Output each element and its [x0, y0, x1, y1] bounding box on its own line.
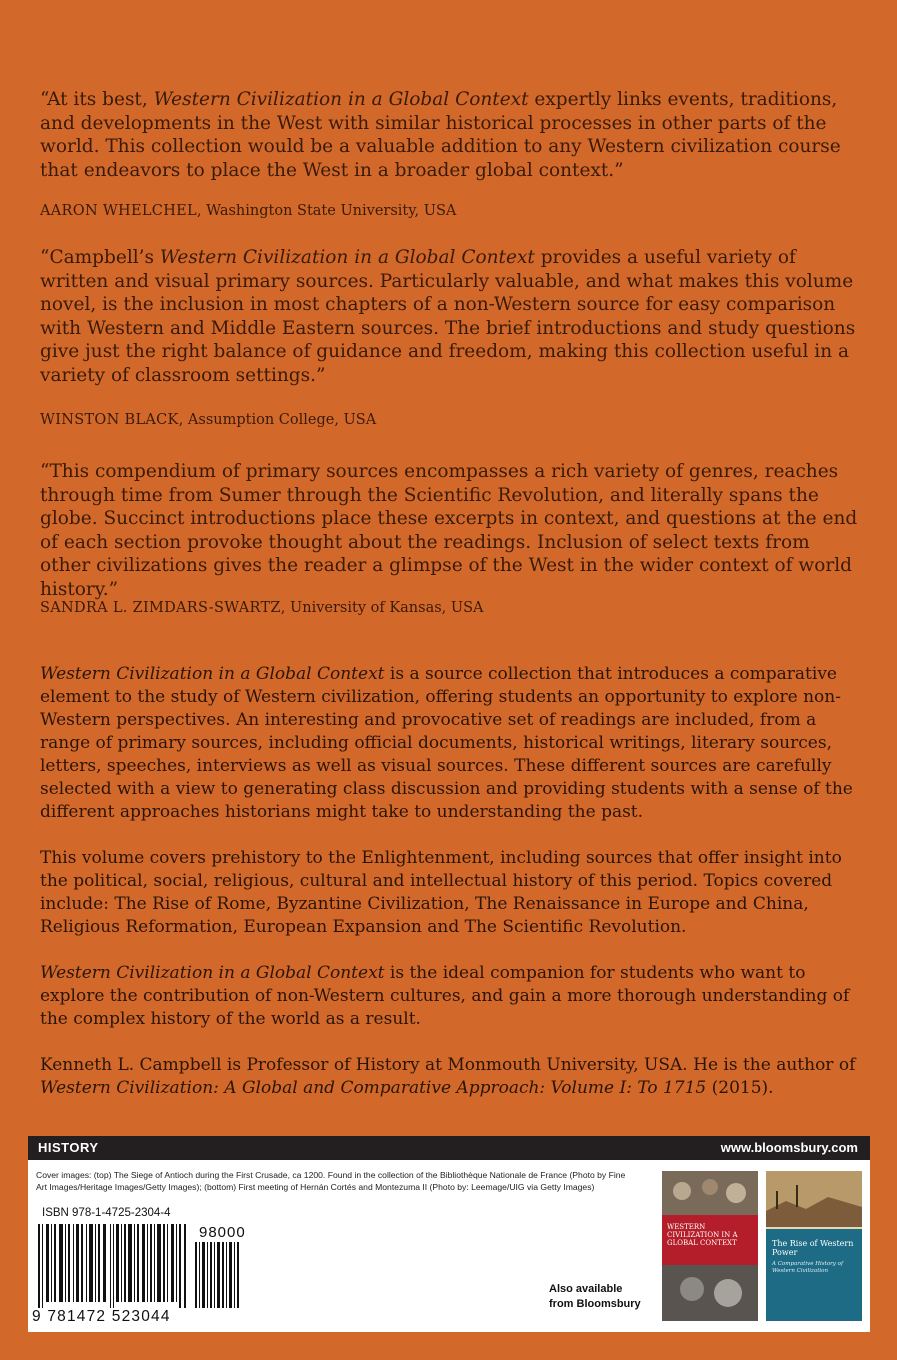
- price-code: 98000: [199, 1224, 246, 1241]
- review-2-attribution: WINSTON BLACK, Assumption College, USA: [40, 412, 377, 428]
- addon-barcode-image: [195, 1242, 240, 1308]
- category-band: [28, 1136, 870, 1160]
- description-paragraph-1: Western Civilization in a Global Context is a source collection that introduces a comparative element to the study of Western civilization, offering students an opportunity to explore non-Western perspectives. An interesting and provocative set of readings are included, from a range of primary sources, including official documents, historical writings, literary sources, letters, speeches, interviews as well as visual sources. These different sources are carefully selected with a view to generating class discussion and providing students with a sense of the different approaches historians might take to understanding the past.: [40, 664, 853, 822]
- review-2-quote: “Campbell’s Western Civilization in a Global Context provides a useful variety of written and visual primary sources. Particularly valuable, and what makes this volume novel, is the inclusion in most chapters of a non-Western source for easy comparison with Western and Middle Eastern sources. The brief introductions and study questions give just the right balance of guidance and freedom, making this collection useful in a variety of classroom settings.”: [40, 247, 856, 386]
- author-bio: Kenneth L. Campbell is Professor of History at Monmouth University, USA. He is the author of Western Civilization: A Global and Comparative Approach: Volume I: To 1715 (2015).: [40, 1055, 856, 1098]
- barcode-number: 9 781472 523044: [32, 1308, 171, 1325]
- website-link[interactable]: www.bloomsbury.com: [720, 1140, 858, 1155]
- review-3-quote: “This compendium of primary sources encompasses a rich variety of genres, reaches through time from Sumer through the Scientific Revolution, and literally spans the globe. Succinct introductions place these excerpts in context, and questions at the end of each section provoke thought about the readings. Inclusion of select texts from other civilizations gives the reader a glimpse of the West in the wider context of world history.”: [40, 461, 858, 600]
- review-3-attribution: SANDRA L. ZIMDARS-SWARTZ, University of Kansas, USA: [40, 600, 484, 616]
- book-cover-western-civilization[interactable]: [662, 1171, 758, 1321]
- description-paragraph-3: Western Civilization in a Global Context is the ideal companion for students who want to explore the contribution of non-Western cultures, and gain a more thorough understanding of the complex history of the world as a result.: [40, 963, 850, 1029]
- description-paragraph-2: This volume covers prehistory to the Enlightenment, including sources that offer insight into the political, social, religious, cultural and intellectual history of this period. Topics covered include: The Rise of Rome, Byzantine Civilization, The Renaissance in Europe and China, Religious Reformation, European Expansion and The Scientific Revolution.: [40, 848, 842, 937]
- book-cover-1-title: WESTERN CIVILIZATION IN A GLOBAL CONTEXT: [667, 1223, 738, 1247]
- back-cover-footer-panel: [28, 1160, 870, 1332]
- also-available-text: Also available from Bloomsbury: [549, 1283, 641, 1310]
- review-1-quote: “At its best, Western Civilization in a Global Context expertly links events, traditions, and developments in the West with similar historical processes in other parts of the world. This collection would be a valuable addition to any Western civilization course that endeavors to place the West in a broader global context.”: [40, 89, 841, 181]
- book-cover-2-subtitle: A Comparative History of Western Civilization: [772, 1261, 843, 1274]
- category-label: HISTORY: [38, 1140, 99, 1155]
- barcode-image: [38, 1224, 188, 1308]
- book-cover-rise-of-western-power[interactable]: [766, 1171, 862, 1321]
- book-cover-2-title: The Rise of Western Power: [772, 1239, 854, 1257]
- isbn-text: ISBN 978-1-4725-2304-4: [42, 1207, 171, 1219]
- cover-image-credits: Cover images: (top) The Siege of Antioch during the First Crusade, ca 1200. Found in the collection of the Bibliothèque Nationale de France (Photo by Fine Art Images/Heritage Images/Getty Images); (bottom) First meeting of Hernán Cortés and Montezuma II (Photo by: Leemage/UIG via Getty Images): [36, 1170, 626, 1192]
- review-1-attribution: AARON WHELCHEL, Washington State University, USA: [40, 203, 457, 219]
